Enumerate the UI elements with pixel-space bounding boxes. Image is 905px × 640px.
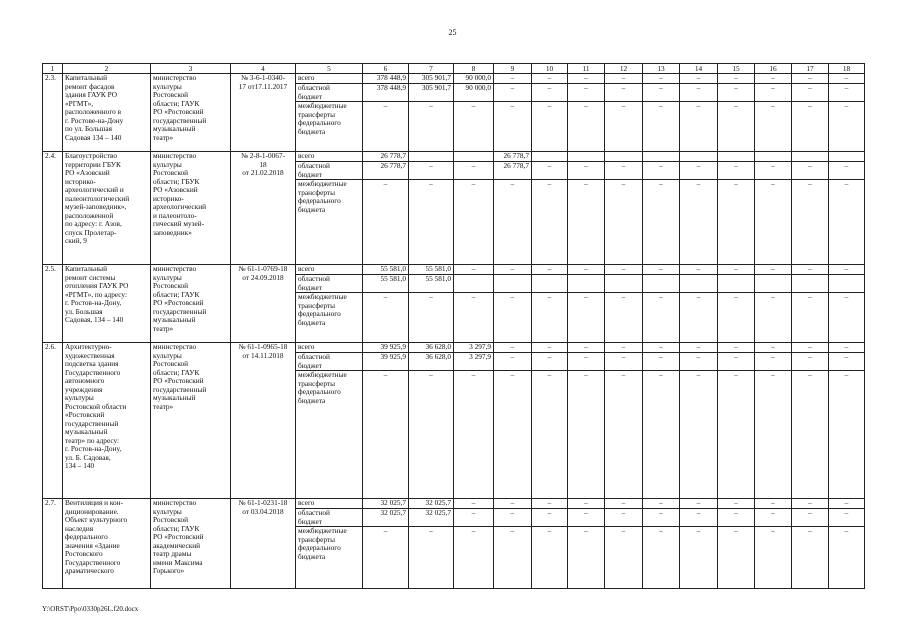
column-number: 12 <box>605 64 643 74</box>
amount-cell: – <box>363 527 409 589</box>
amount-cell <box>494 275 532 293</box>
amount-cell: – <box>605 162 643 180</box>
column-number: 15 <box>718 64 755 74</box>
amount-cell: – <box>409 102 454 152</box>
funding-source: всего <box>296 265 363 275</box>
executor: министерство культуры Ростовской области; ГАУК РО «Ростовский государственный музыкальный театр» <box>151 265 231 343</box>
column-number: 2 <box>63 64 151 74</box>
amount-cell: – <box>680 265 718 275</box>
funding-source: областной бюджет <box>296 162 363 180</box>
amount-cell: – <box>494 102 532 152</box>
column-number: 16 <box>755 64 792 74</box>
amount-cell: – <box>643 527 680 589</box>
amount-cell: – <box>829 371 865 499</box>
file-path: Y:\ORST\Ppo\0330p26L.f20.docx <box>42 605 139 613</box>
amount-cell: 39 925,9 <box>363 343 409 353</box>
amount-cell: – <box>454 180 494 265</box>
amount-cell <box>755 152 792 162</box>
amount-cell: – <box>829 74 865 84</box>
amount-cell: – <box>532 343 568 353</box>
amount-cell: – <box>792 527 829 589</box>
amount-cell: – <box>755 509 792 527</box>
column-number: 8 <box>454 64 494 74</box>
amount-cell <box>829 152 865 162</box>
amount-cell <box>792 275 829 293</box>
amount-cell: – <box>755 74 792 84</box>
amount-cell: – <box>568 162 605 180</box>
object-name: Архитектурно- художественная подсветка здания Государственного автономного учреждения культуры Ростовской области «Ростовский государственный музыкальный театр» по адресу: г. Ростов-на-Дону, ул. Б. Садовая, 134 – 140 <box>63 343 151 499</box>
amount-cell: – <box>792 265 829 275</box>
column-number: 6 <box>363 64 409 74</box>
amount-cell: – <box>454 293 494 343</box>
amount-cell <box>532 275 568 293</box>
document-ref: № 3-6-1-0340- 17 от17.11.2017 <box>231 74 296 152</box>
amount-cell: – <box>532 371 568 499</box>
item-number: 2.6. <box>43 343 63 499</box>
amount-cell: – <box>829 499 865 509</box>
amount-cell: – <box>532 353 568 371</box>
amount-cell: 39 925,9 <box>363 353 409 371</box>
amount-cell: – <box>643 353 680 371</box>
column-number: 18 <box>829 64 865 74</box>
amount-cell: – <box>494 527 532 589</box>
item-number: 2.4. <box>43 152 63 265</box>
amount-cell: – <box>643 84 680 102</box>
column-number: 13 <box>643 64 680 74</box>
amount-cell: – <box>680 74 718 84</box>
amount-cell: – <box>829 353 865 371</box>
funding-source: всего <box>296 343 363 353</box>
amount-cell: – <box>718 102 755 152</box>
amount-cell: – <box>792 343 829 353</box>
amount-cell: – <box>718 74 755 84</box>
amount-cell: – <box>792 499 829 509</box>
amount-cell: 32 025,7 <box>363 509 409 527</box>
amount-cell: – <box>605 499 643 509</box>
amount-cell: – <box>680 371 718 499</box>
executor: министерство культуры Ростовской области; ГАУК РО «Ростовский государственный музыкальный театр» <box>151 343 231 499</box>
amount-cell: – <box>532 293 568 343</box>
amount-cell: – <box>532 265 568 275</box>
column-number: 11 <box>568 64 605 74</box>
amount-cell <box>568 152 605 162</box>
amount-cell: – <box>494 371 532 499</box>
amount-cell: 32 025,7 <box>409 499 454 509</box>
amount-cell <box>454 275 494 293</box>
amount-cell: – <box>829 102 865 152</box>
document-ref: № 61-1-0231-18 от 03.04.2018 <box>231 499 296 589</box>
object-name: Благоустройство территории ГБУК РО «Азовский историко- археологический и палеонтологический музей-заповедник», расположенной по адресу: г. Азов, спуск Пролетар- ский, 9 <box>63 152 151 265</box>
amount-cell: – <box>792 74 829 84</box>
amount-cell: – <box>409 162 454 180</box>
amount-cell: – <box>829 265 865 275</box>
amount-cell: – <box>792 371 829 499</box>
amount-cell: – <box>755 180 792 265</box>
amount-cell: – <box>718 293 755 343</box>
amount-cell: – <box>755 102 792 152</box>
column-number: 17 <box>792 64 829 74</box>
amount-cell: – <box>792 162 829 180</box>
amount-cell <box>792 152 829 162</box>
amount-cell: 55 581,0 <box>363 265 409 275</box>
amount-cell: – <box>718 527 755 589</box>
funding-source: всего <box>296 152 363 162</box>
amount-cell: – <box>568 343 605 353</box>
amount-cell: – <box>829 343 865 353</box>
amount-cell: – <box>755 499 792 509</box>
amount-cell: – <box>792 293 829 343</box>
amount-cell: – <box>755 84 792 102</box>
amount-cell: – <box>680 180 718 265</box>
amount-cell: – <box>718 509 755 527</box>
amount-cell: – <box>494 353 532 371</box>
table-row <box>43 499 865 509</box>
amount-cell: 305 901,7 <box>409 84 454 102</box>
amount-cell: – <box>680 343 718 353</box>
funding-source: межбюджетные трансферты федерального бюджета <box>296 102 363 152</box>
amount-cell: – <box>532 509 568 527</box>
amount-cell: – <box>605 74 643 84</box>
table-row <box>43 265 865 275</box>
amount-cell: – <box>792 180 829 265</box>
amount-cell: – <box>680 509 718 527</box>
amount-cell: – <box>755 353 792 371</box>
amount-cell: – <box>680 527 718 589</box>
column-number: 14 <box>680 64 718 74</box>
amount-cell: – <box>643 371 680 499</box>
funding-source: межбюджетные трансферты федерального бюджета <box>296 180 363 265</box>
amount-cell: 378 448,9 <box>363 74 409 84</box>
amount-cell: – <box>605 371 643 499</box>
amount-cell: – <box>454 509 494 527</box>
table-row <box>43 343 865 353</box>
amount-cell: – <box>568 84 605 102</box>
table-row <box>43 74 865 84</box>
amount-cell: 55 581,0 <box>409 275 454 293</box>
amount-cell: – <box>643 509 680 527</box>
amount-cell <box>680 152 718 162</box>
amount-cell <box>532 152 568 162</box>
amount-cell: – <box>494 343 532 353</box>
amount-cell: – <box>409 371 454 499</box>
amount-cell <box>718 152 755 162</box>
amount-cell: – <box>829 162 865 180</box>
amount-cell: – <box>829 293 865 343</box>
amount-cell: – <box>363 293 409 343</box>
amount-cell: – <box>680 102 718 152</box>
amount-cell: 3 297,9 <box>454 353 494 371</box>
amount-cell: – <box>755 371 792 499</box>
item-number: 2.3. <box>43 74 63 152</box>
amount-cell: – <box>454 499 494 509</box>
object-name: Вентиляция и кон- диционирование. Объект культурного наследия федерального значения «Здание Ростовского Государственного драматического <box>63 499 151 589</box>
amount-cell: – <box>829 84 865 102</box>
amount-cell: – <box>532 162 568 180</box>
amount-cell: – <box>454 527 494 589</box>
amount-cell <box>643 152 680 162</box>
funding-source: межбюджетные трансферты федерального бюджета <box>296 293 363 343</box>
amount-cell: – <box>680 353 718 371</box>
amount-cell: – <box>532 84 568 102</box>
amount-cell: – <box>568 509 605 527</box>
amount-cell: – <box>718 84 755 102</box>
amount-cell: – <box>532 499 568 509</box>
amount-cell: 32 025,7 <box>409 509 454 527</box>
amount-cell: – <box>494 293 532 343</box>
amount-cell <box>605 152 643 162</box>
amount-cell: – <box>568 293 605 343</box>
amount-cell: – <box>605 84 643 102</box>
amount-cell: – <box>494 509 532 527</box>
amount-cell: – <box>643 74 680 84</box>
amount-cell: – <box>792 84 829 102</box>
amount-cell <box>755 275 792 293</box>
amount-cell: – <box>605 265 643 275</box>
object-name: Капитальный ремонт фасадов здания ГАУК РО «РГМТ», расположенного в г. Ростове-на-Дону по ул. Большая Садовая 134 – 140 <box>63 74 151 152</box>
amount-cell: 378 448,9 <box>363 84 409 102</box>
amount-cell: 26 778,7 <box>494 152 532 162</box>
amount-cell: – <box>718 353 755 371</box>
amount-cell: – <box>494 84 532 102</box>
column-number: 7 <box>409 64 454 74</box>
column-number: 5 <box>296 64 363 74</box>
amount-cell: 55 581,0 <box>363 275 409 293</box>
item-number: 2.7. <box>43 499 63 589</box>
amount-cell: – <box>643 499 680 509</box>
amount-cell: – <box>829 509 865 527</box>
executor: министерство культуры Ростовской области; ГАУК РО «Ростовский академический театр драмы имени Максима Горького» <box>151 499 231 589</box>
funding-source: всего <box>296 74 363 84</box>
budget-table <box>42 63 865 589</box>
amount-cell: – <box>755 527 792 589</box>
amount-cell: – <box>792 509 829 527</box>
amount-cell: – <box>568 265 605 275</box>
amount-cell: – <box>718 180 755 265</box>
amount-cell: – <box>680 293 718 343</box>
amount-cell: 26 778,7 <box>494 162 532 180</box>
amount-cell: – <box>643 293 680 343</box>
amount-cell: – <box>454 371 494 499</box>
amount-cell: 3 297,9 <box>454 343 494 353</box>
amount-cell: 55 581,0 <box>409 265 454 275</box>
amount-cell <box>680 275 718 293</box>
amount-cell <box>568 275 605 293</box>
amount-cell: 305 901,7 <box>409 74 454 84</box>
amount-cell: – <box>494 180 532 265</box>
amount-cell: – <box>363 371 409 499</box>
amount-cell <box>409 152 454 162</box>
amount-cell: – <box>755 265 792 275</box>
amount-cell: – <box>568 353 605 371</box>
amount-cell: – <box>494 265 532 275</box>
amount-cell: – <box>792 102 829 152</box>
amount-cell: – <box>494 499 532 509</box>
object-name: Капитальный ремонт системы отопления ГАУК РО «РГМТ», по адресу: г. Ростов-на-Дону, ул. Большая Садовая, 134 – 140 <box>63 265 151 343</box>
amount-cell: – <box>605 180 643 265</box>
amount-cell: 90 000,0 <box>454 74 494 84</box>
amount-cell: – <box>755 293 792 343</box>
page-number: 25 <box>448 28 457 37</box>
amount-cell: – <box>454 162 494 180</box>
funding-source: всего <box>296 499 363 509</box>
amount-cell: – <box>532 180 568 265</box>
amount-cell <box>605 275 643 293</box>
amount-cell: – <box>532 74 568 84</box>
funding-source: областной бюджет <box>296 509 363 527</box>
amount-cell: – <box>829 527 865 589</box>
amount-cell: – <box>755 162 792 180</box>
amount-cell: – <box>680 499 718 509</box>
amount-cell: – <box>643 343 680 353</box>
amount-cell: – <box>680 162 718 180</box>
amount-cell: – <box>454 102 494 152</box>
amount-cell: – <box>718 265 755 275</box>
column-number: 10 <box>532 64 568 74</box>
amount-cell: – <box>680 84 718 102</box>
amount-cell <box>643 275 680 293</box>
document-ref: № 2-8-1-0067- 18 от 21.02.2018 <box>231 152 296 265</box>
amount-cell: – <box>605 343 643 353</box>
amount-cell: – <box>605 293 643 343</box>
amount-cell: – <box>568 74 605 84</box>
amount-cell: – <box>643 180 680 265</box>
document-ref: № 61-1-0965-18 от 14.11.2018 <box>231 343 296 499</box>
table-row <box>43 152 865 162</box>
amount-cell: – <box>718 499 755 509</box>
amount-cell: – <box>568 371 605 499</box>
header-row <box>43 64 865 74</box>
column-number: 3 <box>151 64 231 74</box>
amount-cell: – <box>605 509 643 527</box>
amount-cell: 26 778,7 <box>363 152 409 162</box>
amount-cell: – <box>718 371 755 499</box>
amount-cell: – <box>643 265 680 275</box>
amount-cell: – <box>605 527 643 589</box>
executor: министерство культуры Ростовской области; ГБУК РО «Азовский историко- археологический и палеонтоло- гический музей- заповедник» <box>151 152 231 265</box>
funding-source: межбюджетные трансферты федерального бюджета <box>296 371 363 499</box>
amount-cell: – <box>409 293 454 343</box>
amount-cell: – <box>829 180 865 265</box>
column-number: 9 <box>494 64 532 74</box>
amount-cell: 32 025,7 <box>363 499 409 509</box>
amount-cell: – <box>792 353 829 371</box>
amount-cell: – <box>643 102 680 152</box>
amount-cell <box>454 152 494 162</box>
funding-source: областной бюджет <box>296 353 363 371</box>
item-number: 2.5. <box>43 265 63 343</box>
amount-cell: – <box>605 353 643 371</box>
amount-cell: – <box>409 527 454 589</box>
column-number: 1 <box>43 64 63 74</box>
amount-cell: – <box>568 102 605 152</box>
funding-source: областной бюджет <box>296 84 363 102</box>
amount-cell: – <box>755 343 792 353</box>
amount-cell: 36 628,0 <box>409 353 454 371</box>
funding-source: межбюджетные трансферты федерального бюджета <box>296 527 363 589</box>
amount-cell: – <box>494 74 532 84</box>
amount-cell <box>829 275 865 293</box>
document-ref: № 61-1-0769-18 от 24.09.2018 <box>231 265 296 343</box>
amount-cell: – <box>363 102 409 152</box>
executor: министерство культуры Ростовской области; ГАУК РО «Ростовский государственный музыкальный театр» <box>151 74 231 152</box>
column-number: 4 <box>231 64 296 74</box>
amount-cell: – <box>568 180 605 265</box>
amount-cell: – <box>718 162 755 180</box>
amount-cell: 90 000,0 <box>454 84 494 102</box>
amount-cell: – <box>409 180 454 265</box>
amount-cell: – <box>568 499 605 509</box>
amount-cell <box>718 275 755 293</box>
amount-cell: – <box>532 527 568 589</box>
amount-cell: – <box>363 180 409 265</box>
amount-cell: – <box>454 265 494 275</box>
amount-cell: – <box>568 527 605 589</box>
amount-cell: – <box>605 102 643 152</box>
amount-cell: – <box>643 162 680 180</box>
amount-cell: – <box>718 343 755 353</box>
amount-cell: 36 628,0 <box>409 343 454 353</box>
amount-cell: – <box>532 102 568 152</box>
funding-source: областной бюджет <box>296 275 363 293</box>
amount-cell: 26 778,7 <box>363 162 409 180</box>
